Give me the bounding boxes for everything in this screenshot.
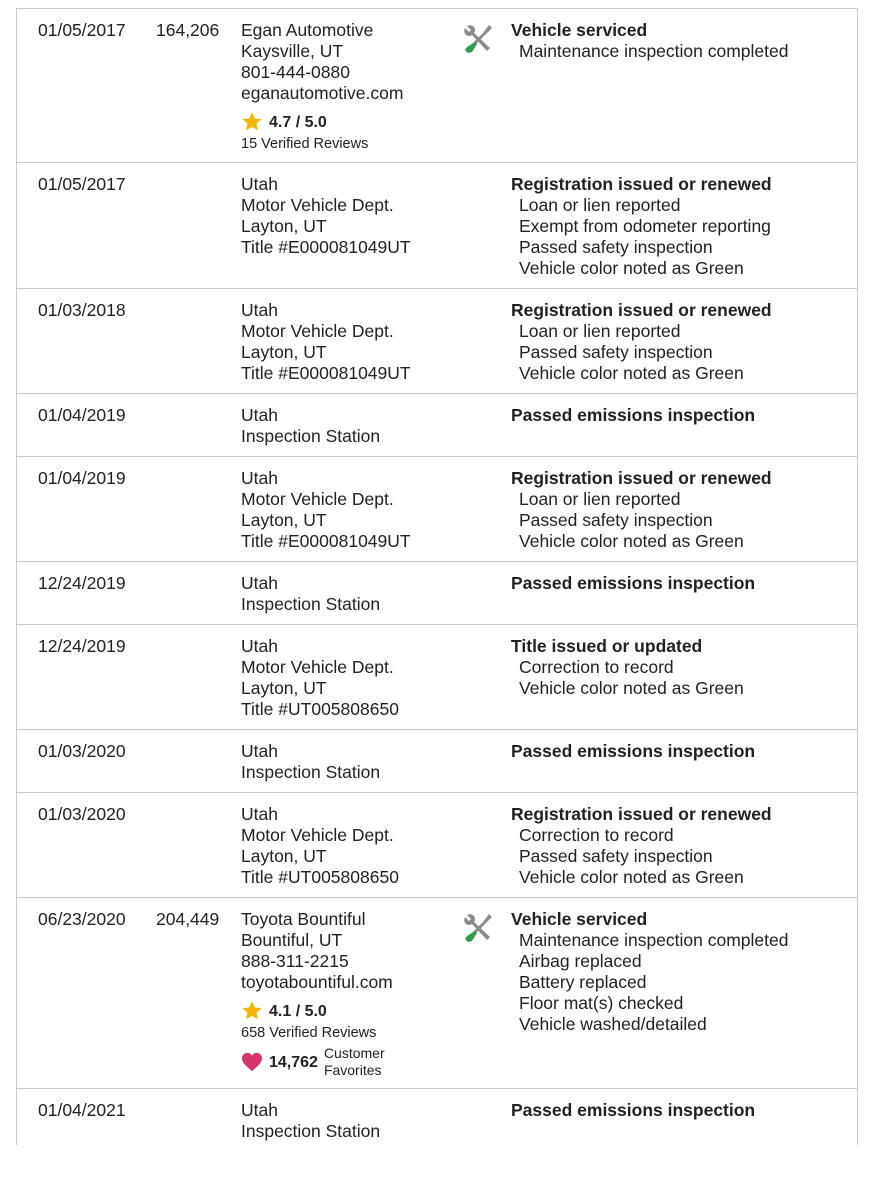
star-icon bbox=[241, 111, 263, 133]
event-source bbox=[241, 636, 399, 720]
event-title: Registration issued or renewed bbox=[511, 468, 772, 488]
favorites-label-line: Favorites bbox=[323, 1062, 382, 1078]
event-details bbox=[511, 909, 788, 1035]
customer-favorites bbox=[241, 1045, 393, 1079]
source-line: 888-311-2215 bbox=[241, 951, 349, 971]
favorites-count: 14,762 bbox=[269, 1053, 318, 1071]
shop-rating bbox=[241, 111, 403, 133]
event-title: Vehicle serviced bbox=[511, 20, 648, 40]
event-detail-item: Floor mat(s) checked bbox=[519, 993, 684, 1013]
vehicle-history-table bbox=[16, 8, 858, 1145]
event-detail-item: Maintenance inspection completed bbox=[519, 930, 789, 950]
source-line: Motor Vehicle Dept. bbox=[241, 657, 394, 677]
favorites-label bbox=[324, 1045, 385, 1079]
table-row bbox=[17, 394, 857, 457]
event-title: Passed emissions inspection bbox=[511, 573, 756, 593]
event-date: 01/05/2017 bbox=[38, 20, 126, 40]
event-details bbox=[511, 804, 772, 888]
source-line: Inspection Station bbox=[241, 762, 381, 782]
event-details bbox=[511, 636, 744, 699]
table-row bbox=[17, 730, 857, 793]
table-row bbox=[17, 289, 857, 394]
source-line: Title #E000081049UT bbox=[241, 237, 411, 257]
source-line: Layton, UT bbox=[241, 678, 327, 698]
event-details bbox=[511, 741, 755, 762]
source-line: Motor Vehicle Dept. bbox=[241, 321, 394, 341]
event-title: Vehicle serviced bbox=[511, 909, 648, 929]
event-detail-item: Passed safety inspection bbox=[519, 237, 713, 257]
table-row bbox=[17, 1089, 857, 1145]
event-date: 01/04/2019 bbox=[38, 405, 126, 425]
source-line: Utah bbox=[241, 1100, 278, 1120]
event-source bbox=[241, 573, 380, 615]
rating-value: 4.7 / 5.0 bbox=[269, 113, 327, 131]
event-date: 01/04/2021 bbox=[38, 1100, 126, 1120]
event-details bbox=[511, 300, 772, 384]
star-icon bbox=[241, 1000, 263, 1022]
source-line: Title #E000081049UT bbox=[241, 531, 411, 551]
source-line: Motor Vehicle Dept. bbox=[241, 825, 394, 845]
event-detail-item: Correction to record bbox=[519, 657, 674, 677]
event-date: 01/05/2017 bbox=[38, 174, 126, 194]
source-line: Title #UT005808650 bbox=[241, 699, 399, 719]
source-line: Utah bbox=[241, 174, 278, 194]
event-date: 01/03/2020 bbox=[38, 804, 126, 824]
source-line: Utah bbox=[241, 468, 278, 488]
event-detail-item: Passed safety inspection bbox=[519, 846, 713, 866]
source-line: Layton, UT bbox=[241, 510, 327, 530]
event-date: 01/03/2018 bbox=[38, 300, 126, 320]
source-line: Utah bbox=[241, 405, 278, 425]
event-detail-item: Battery replaced bbox=[519, 972, 647, 992]
table-row bbox=[17, 898, 857, 1089]
table-row bbox=[17, 793, 857, 898]
event-source bbox=[241, 468, 411, 552]
event-detail-item: Exempt from odometer reporting bbox=[519, 216, 771, 236]
event-detail-item: Correction to record bbox=[519, 825, 674, 845]
event-date: 01/03/2020 bbox=[38, 741, 126, 761]
event-details bbox=[511, 20, 788, 62]
table-row bbox=[17, 9, 857, 163]
event-details bbox=[511, 1100, 755, 1121]
source-line: Bountiful, UT bbox=[241, 930, 343, 950]
event-title: Passed emissions inspection bbox=[511, 405, 756, 425]
event-detail-item: Loan or lien reported bbox=[519, 489, 681, 509]
event-detail-item: Vehicle color noted as Green bbox=[519, 531, 744, 551]
source-line: Utah bbox=[241, 573, 278, 593]
odometer-reading: 204,449 bbox=[156, 909, 220, 929]
source-line: Inspection Station bbox=[241, 426, 381, 446]
event-source bbox=[241, 20, 403, 154]
table-row bbox=[17, 163, 857, 289]
event-details bbox=[511, 573, 755, 594]
event-date: 06/23/2020 bbox=[38, 909, 126, 929]
event-detail-item: Vehicle color noted as Green bbox=[519, 363, 744, 383]
verified-reviews-link[interactable]: 15 Verified Reviews bbox=[241, 136, 369, 152]
shop-rating bbox=[241, 1000, 393, 1022]
source-line: Layton, UT bbox=[241, 216, 327, 236]
source-line: Utah bbox=[241, 804, 278, 824]
source-line: 801-444-0880 bbox=[241, 62, 350, 82]
event-source bbox=[241, 741, 380, 783]
event-detail-item: Passed safety inspection bbox=[519, 510, 713, 530]
source-line: Layton, UT bbox=[241, 846, 327, 866]
source-line: Utah bbox=[241, 741, 278, 761]
event-details bbox=[511, 468, 772, 552]
event-details bbox=[511, 405, 755, 426]
event-detail-item: Vehicle color noted as Green bbox=[519, 258, 744, 278]
event-source bbox=[241, 804, 399, 888]
event-source bbox=[241, 405, 380, 447]
event-date: 12/24/2019 bbox=[38, 636, 126, 656]
event-detail-item: Vehicle washed/detailed bbox=[519, 1014, 707, 1034]
source-line: Inspection Station bbox=[241, 594, 381, 614]
event-source bbox=[241, 300, 411, 384]
source-line: Utah bbox=[241, 300, 278, 320]
source-line: Inspection Station bbox=[241, 1121, 381, 1141]
source-line: Kaysville, UT bbox=[241, 41, 344, 61]
source-line: Motor Vehicle Dept. bbox=[241, 195, 394, 215]
event-detail-item: Airbag replaced bbox=[519, 951, 642, 971]
event-title: Registration issued or renewed bbox=[511, 300, 772, 320]
event-title: Registration issued or renewed bbox=[511, 174, 772, 194]
event-date: 01/04/2019 bbox=[38, 468, 126, 488]
table-row bbox=[17, 562, 857, 625]
source-line: Title #E000081049UT bbox=[241, 363, 411, 383]
event-detail-item: Vehicle color noted as Green bbox=[519, 678, 744, 698]
event-title: Registration issued or renewed bbox=[511, 804, 772, 824]
source-line: Egan Automotive bbox=[241, 20, 374, 40]
event-detail-item: Passed safety inspection bbox=[519, 342, 713, 362]
rating-value: 4.1 / 5.0 bbox=[269, 1002, 327, 1020]
source-line: Motor Vehicle Dept. bbox=[241, 489, 394, 509]
source-line[interactable]: eganautomotive.com bbox=[241, 83, 404, 103]
event-date: 12/24/2019 bbox=[38, 573, 126, 593]
event-source bbox=[241, 909, 393, 1079]
event-title: Passed emissions inspection bbox=[511, 1100, 756, 1120]
source-line: Toyota Bountiful bbox=[241, 909, 366, 929]
wrench-screwdriver-icon bbox=[461, 911, 495, 945]
event-detail-item: Loan or lien reported bbox=[519, 321, 681, 341]
event-detail-item: Loan or lien reported bbox=[519, 195, 681, 215]
event-source bbox=[241, 174, 411, 258]
source-line: Title #UT005808650 bbox=[241, 867, 399, 887]
wrench-screwdriver-icon bbox=[461, 22, 495, 56]
odometer-reading: 164,206 bbox=[156, 20, 220, 40]
source-line: Utah bbox=[241, 636, 278, 656]
source-line: Layton, UT bbox=[241, 342, 327, 362]
event-title: Title issued or updated bbox=[511, 636, 703, 656]
table-row bbox=[17, 457, 857, 562]
favorites-label-line: Customer bbox=[323, 1045, 385, 1061]
verified-reviews-link[interactable]: 658 Verified Reviews bbox=[241, 1025, 377, 1041]
event-detail-item: Maintenance inspection completed bbox=[519, 41, 789, 61]
source-line[interactable]: toyotabountiful.com bbox=[241, 972, 393, 992]
event-title: Passed emissions inspection bbox=[511, 741, 756, 761]
heart-icon bbox=[241, 1052, 263, 1072]
event-source bbox=[241, 1100, 380, 1142]
event-details bbox=[511, 174, 772, 279]
table-row bbox=[17, 625, 857, 730]
event-detail-item: Vehicle color noted as Green bbox=[519, 867, 744, 887]
